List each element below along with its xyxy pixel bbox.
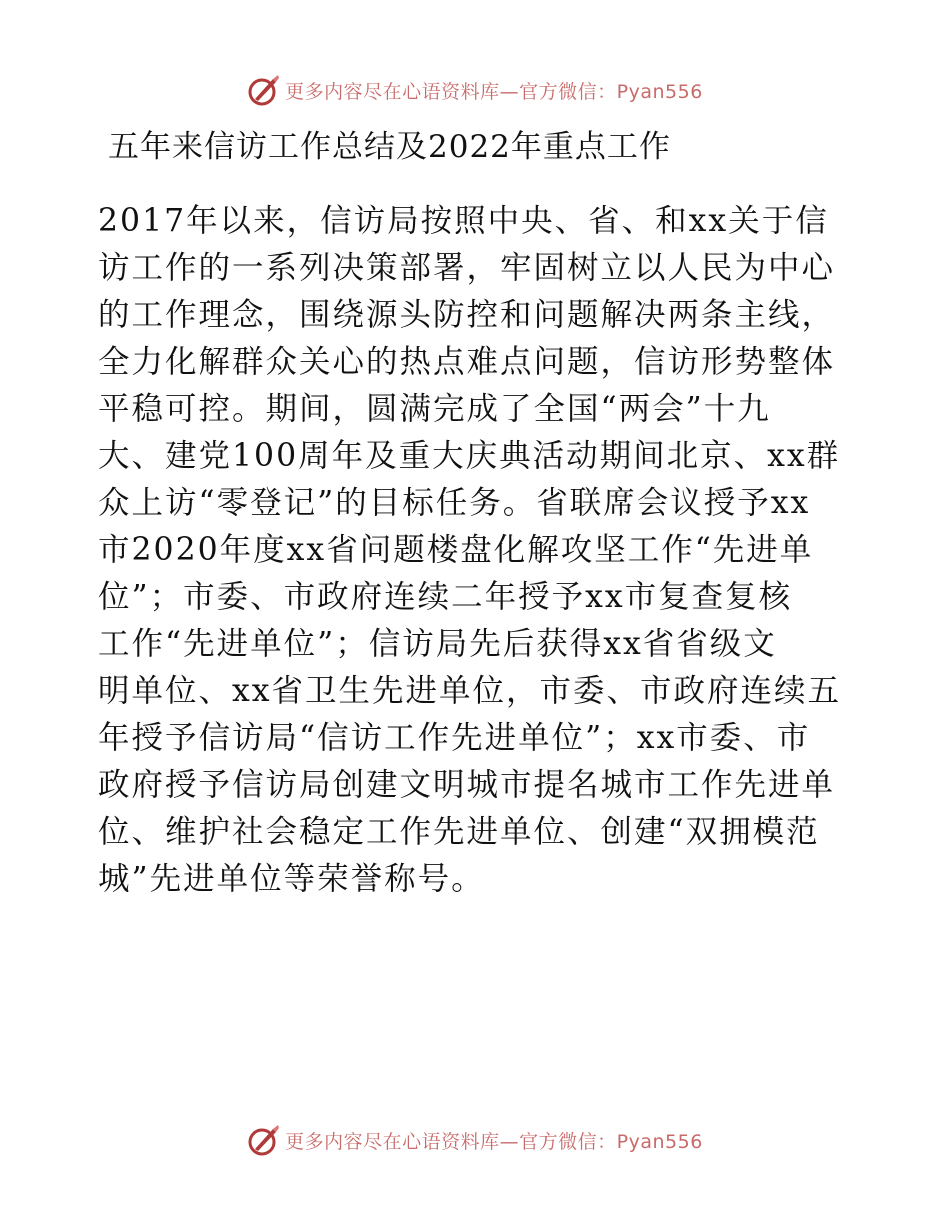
body-line: 2017年以来，信访局按照中央、省、和xx关于信 [98,203,829,239]
body-line: 位、维护社会稳定工作先进单位、创建“双拥模范 [98,814,820,850]
body-line: 市2020年度xx省问题楼盘化解攻坚工作“先进单 [98,532,814,568]
footer-banner-text: 更多内容尽在心语资料库—官方微信：Pyan556 [285,1130,703,1153]
document-body [98,198,858,903]
body-line: 大、建党100周年及重大庆典活动期间北京、xx群 [98,438,841,474]
body-line: 明单位、xx省卫生先进单位，市委、市政府连续五 [98,673,842,709]
document-title: 五年来信访工作总结及2022年重点工作 [108,129,671,165]
body-line: 全力化解群众关心的热点难点问题，信访形势整体 [98,344,836,380]
body-line: 的工作理念，围绕源头防控和问题解决两条主线， [98,297,836,333]
body-line: 平稳可控。期间，圆满完成了全国“两会”十九 [98,391,771,427]
body-line: 众上访“零登记”的目标任务。省联席会议授予xx [98,485,811,521]
body-line: 访工作的一系列决策部署，牢固树立以人民为中心 [98,250,836,286]
header-banner-text: 更多内容尽在心语资料库—官方微信：Pyan556 [285,80,703,103]
footer-banner [0,1120,950,1160]
body-line: 年授予信访局“信访工作先进单位”；xx市委、市 [98,720,811,756]
body-line: 工作“先进单位”；信访局先后获得xx省省级文 [98,626,777,662]
body-line: 政府授予信访局创建文明城市提名城市工作先进单 [98,767,836,803]
quill-pen-logo-icon [247,73,281,107]
body-line: 城”先进单位等荣誉称号。 [98,861,485,897]
header-banner [0,70,950,110]
quill-pen-logo-icon [247,1123,281,1157]
body-line: 位”；市委、市政府连续二年授予xx市复查复核 [98,579,793,615]
